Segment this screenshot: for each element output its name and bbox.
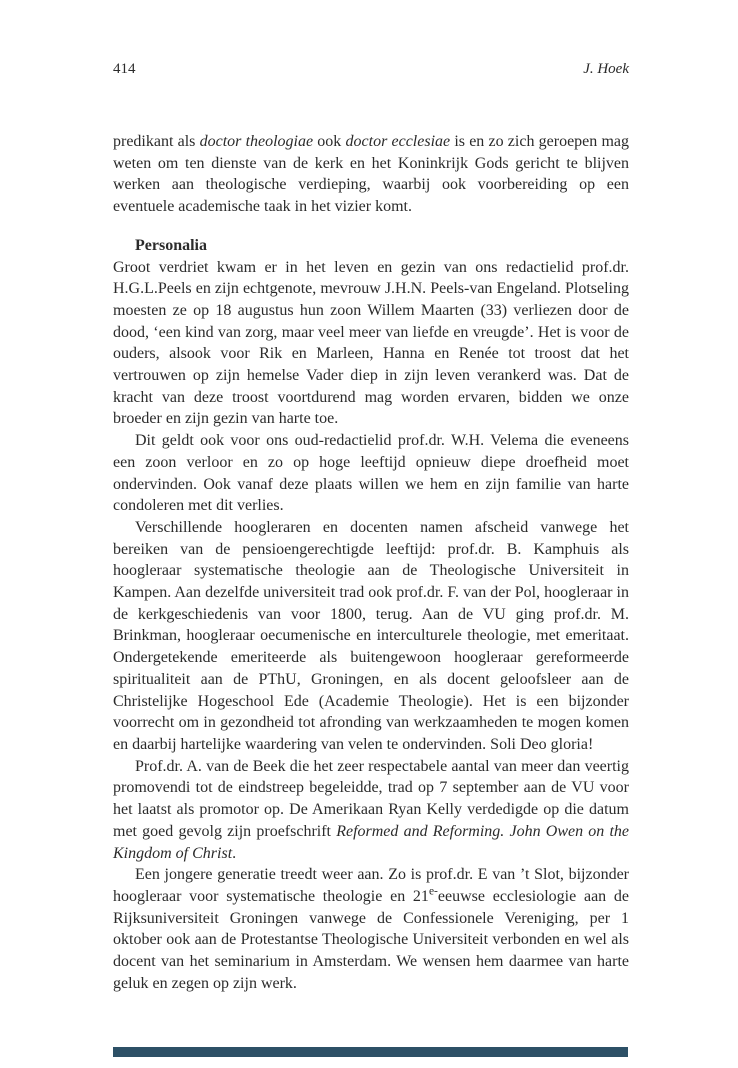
text-run: e- (428, 885, 438, 898)
paragraph (113, 864, 629, 994)
page-number: 414 (113, 61, 136, 77)
text-run: ook (313, 133, 346, 150)
paragraph (113, 131, 629, 218)
running-head-author: J. Hoek (583, 61, 629, 77)
paragraph (113, 756, 629, 865)
text-run: Groot verdriet kwam er in het leven en gezin van ons redactielid prof.dr. H.G.L.Peels en zijn echtgenote, mevrouw J.H.N. Peels-van Engeland. Plotseling moesten ze op 18 augustus hun zoon Willem Maarten (33) verliezen door de dood, ‘een kind van zorg, maar veel meer van liefde en vreugde’. Het is voor de ouders, alsook voor Rik en Marleen, Hanna en Renée tot troost dat het vertrouwen op zijn hemelse Vader diep in zijn leven verankerd was. Dat de kracht van deze troost voortdurend mag worden ervaren, bidden we onze broeder en zijn gezin van harte toe. (113, 258, 629, 428)
text-run: doctor theologiae (199, 133, 314, 150)
text-run: Dit geldt ook voor ons oud-redactielid prof.dr. W.H. Velema die eveneens een zoon verloor en zo op hoge leeftijd opnieuw diepe droefheid moet ondervinden. Ook vanaf deze plaats willen we hem en zijn familie van harte condoleren met dit verlies. (113, 432, 629, 515)
body-text (113, 131, 629, 994)
paragraph (113, 430, 629, 517)
section-heading (113, 235, 629, 257)
page-header (113, 61, 629, 78)
paragraph (113, 517, 629, 756)
text-run: . (232, 844, 237, 862)
text-run: eeuwse ecclesiologie aan de Rijksuniversiteit Groningen vanwege de Confessionele Vereniging, per 1 oktober ook aan de Protestantse Theologische Universiteit verbonden en wel als docent van het seminarium in Amsterdam. We wensen hem daarmee van harte geluk en zegen op zijn werk. (113, 887, 630, 992)
text-run: Prof.dr. A. van de Beek die het zeer respectabele aantal van meer dan veertig promovendi tot de eindstreep begeleidde, trad op 7 september aan de VU voor het laatst als promotor op. De Amerikaan Ryan Kelly verdedigde op die datum met goed gevolg zijn proefschrift (113, 757, 629, 840)
text-run: is en zo zich geroepen mag weten om ten dienste van de kerk en het Koninkrijk Gods gericht te blijven werken aan theologische verdieping, waarbij ook voorbereiding op een eventuele academische taak in het vizier komt. (113, 133, 630, 216)
text-run: predikant als (113, 133, 200, 150)
text-run: Personalia (135, 236, 207, 254)
bottom-bar (113, 1047, 628, 1057)
text-run: doctor ecclesiae (345, 133, 451, 150)
paragraph (113, 257, 629, 431)
text-run: Verschillende hoogleraren en docenten namen afscheid vanwege het bereiken van de pensioengerechtigde leeftijd: prof.dr. B. Kamphuis als hoogleraar systematische theologie aan de Theologische Universiteit in Kampen. Aan dezelfde universiteit trad ook prof.dr. F. van der Pol, hoogleraar in de kerkgeschiedenis van voor 1800, terug. Aan de VU ging prof.dr. M. Brinkman, hoogleraar oecumenische en interculturele theologie, met emeritaat. Ondergetekende emeriteerde als buitengewoon hoogleraar gereformeerde spiritualiteit aan de PThU, Groningen, en als docent geloofsleer aan de Christelijke Hogeschool Ede (Academie Theologie). Het is een bijzonder voorrecht om in gezondheid tot afronding van werkzaamheden te mogen komen en daarbij hartelijke waardering van velen te ondervinden. Soli Deo gloria! (113, 518, 629, 753)
text-run: Een jongere generatie treedt weer aan. Zo is prof.dr. E van ’t Slot, bijzonder hoogleraar voor systematische theologie en 21 (113, 866, 629, 905)
text-run: Reformed and Reforming. John Owen on the Kingdom of Christ (113, 822, 630, 862)
